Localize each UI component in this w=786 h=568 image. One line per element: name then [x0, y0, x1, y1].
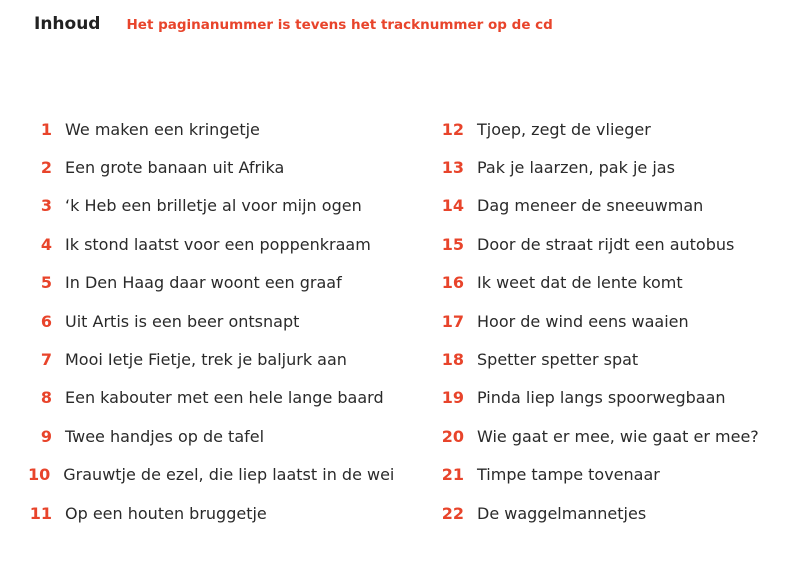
- track-number: 17: [441, 311, 464, 331]
- track-row: [28, 340, 388, 378]
- track-title: We maken een kringetje: [65, 119, 260, 139]
- page-title: Inhoud: [34, 14, 101, 34]
- track-title: Spetter spetter spat: [477, 350, 639, 370]
- track-row: [440, 187, 786, 225]
- track-title: Dag meneer de sneeuwman: [477, 196, 704, 216]
- track-title: Ik weet dat de lente komt: [477, 273, 683, 293]
- track-row: [28, 187, 388, 225]
- track-title: Twee handjes op de tafel: [65, 426, 265, 446]
- track-row: [28, 110, 388, 148]
- track-row: [28, 456, 395, 494]
- track-row: [440, 302, 786, 340]
- track-row: [440, 264, 786, 302]
- track-row: [28, 148, 388, 186]
- track-number: 9: [40, 426, 52, 446]
- track-list-right: [440, 110, 786, 532]
- track-title: Grauwtje de ezel, die liep laatst in de wei: [63, 465, 395, 485]
- track-row: [440, 456, 786, 494]
- track-number: 21: [441, 465, 464, 485]
- track-title: Hoor de wind eens waaien: [477, 311, 689, 331]
- track-number: 20: [441, 426, 464, 446]
- track-title: Timpe tampe tovenaar: [477, 465, 660, 485]
- track-title: Ik stond laatst voor een poppenkraam: [65, 234, 371, 254]
- track-number: 3: [40, 196, 52, 216]
- track-number: 13: [441, 158, 464, 178]
- track-number: 10: [28, 465, 51, 485]
- track-title: Op een houten bruggetje: [65, 503, 267, 523]
- track-number: 6: [40, 311, 52, 331]
- track-number: 1: [40, 119, 52, 139]
- track-row: [28, 225, 388, 263]
- track-title: Wie gaat er mee, wie gaat er mee?: [477, 426, 759, 446]
- track-title: Pinda liep langs spoorwegbaan: [477, 388, 726, 408]
- page-subtitle: Het paginanummer is tevens het tracknummer op de cd: [126, 17, 553, 33]
- track-number: 22: [441, 503, 464, 523]
- track-title: In Den Haag daar woont een graaf: [65, 273, 342, 293]
- track-row: [28, 264, 388, 302]
- track-row: [440, 340, 786, 378]
- track-title: Tjoep, zegt de vlieger: [477, 119, 651, 139]
- track-number: 12: [441, 119, 464, 139]
- track-row: [440, 225, 786, 263]
- page-header: [34, 14, 553, 34]
- track-title: Uit Artis is een beer ontsnapt: [65, 311, 300, 331]
- track-list-left: [28, 110, 395, 532]
- track-number: 7: [40, 350, 52, 370]
- track-title: Pak je laarzen, pak je jas: [477, 158, 675, 178]
- track-title: Mooi Ietje Fietje, trek je baljurk aan: [65, 350, 347, 370]
- track-title: Een kabouter met een hele lange baard: [65, 388, 384, 408]
- track-title: ‘k Heb een brilletje al voor mijn ogen: [65, 196, 362, 216]
- track-row: [28, 302, 388, 340]
- track-row: [28, 494, 388, 532]
- track-row: [440, 494, 786, 532]
- track-row: [440, 379, 786, 417]
- track-row: [440, 417, 786, 455]
- track-title: De waggelmannetjes: [477, 503, 647, 523]
- track-title: Een grote banaan uit Afrika: [65, 158, 285, 178]
- track-number: 2: [40, 158, 52, 178]
- track-number: 19: [441, 388, 464, 408]
- track-number: 18: [441, 350, 464, 370]
- track-row: [440, 110, 786, 148]
- track-number: 11: [29, 503, 52, 523]
- track-row: [28, 417, 388, 455]
- track-number: 15: [441, 234, 464, 254]
- track-number: 8: [40, 388, 52, 408]
- track-number: 16: [441, 273, 464, 293]
- track-number: 5: [40, 273, 52, 293]
- track-title: Door de straat rijdt een autobus: [477, 234, 735, 254]
- track-number: 14: [441, 196, 464, 216]
- track-row: [440, 148, 786, 186]
- track-row: [28, 379, 388, 417]
- track-number: 4: [40, 234, 52, 254]
